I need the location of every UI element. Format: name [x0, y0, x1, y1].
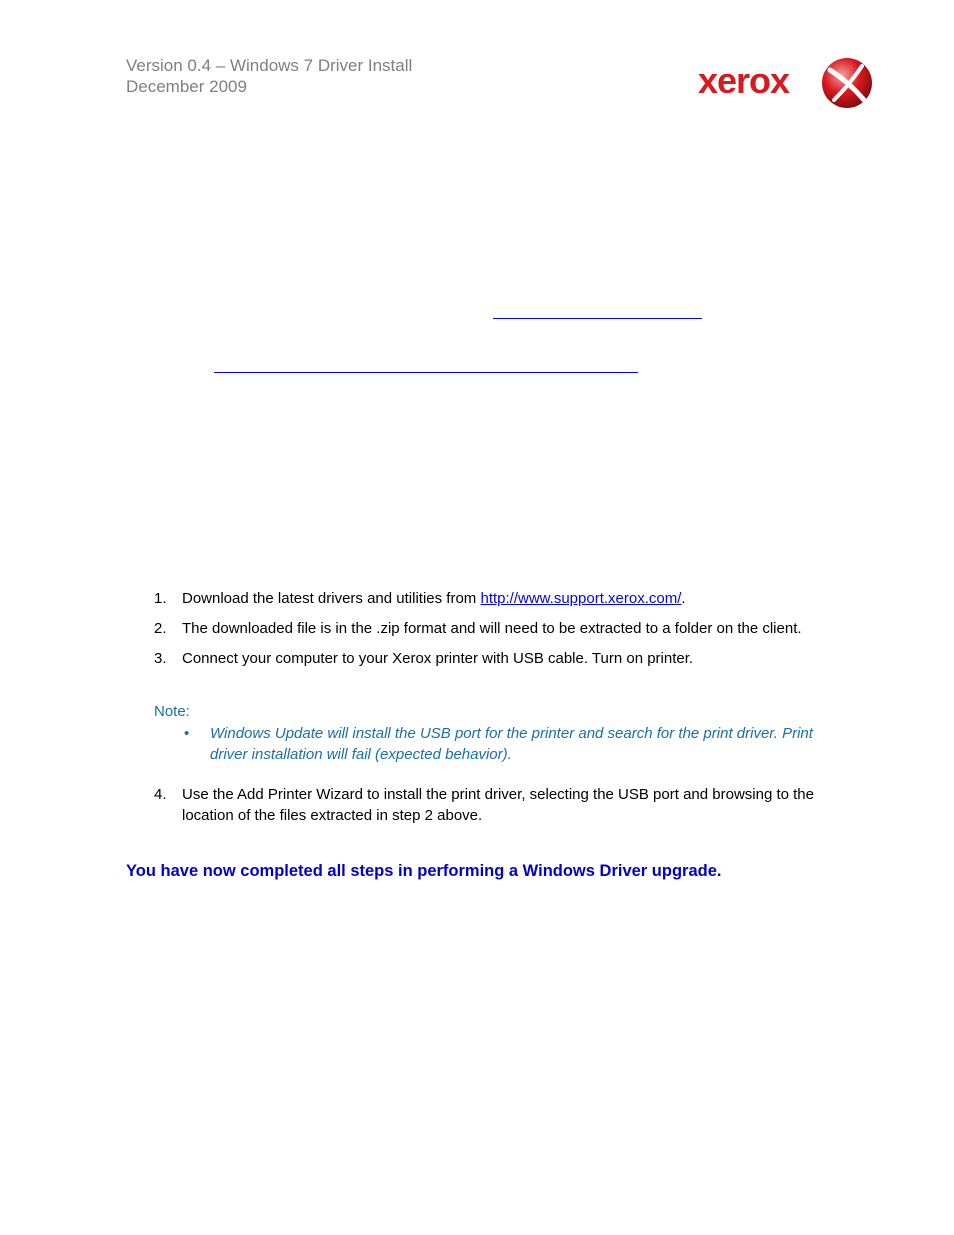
step-1: 1. Download the latest drivers and utilities from http://www.support.xerox.com/.	[154, 590, 686, 607]
step-text: Download the latest drivers and utilities from	[182, 590, 481, 607]
support-link[interactable]: http://www.support.xerox.com/	[480, 590, 682, 607]
note-bullet	[154, 723, 834, 765]
version-line: Version 0.4 – Windows 7 Driver Install	[126, 56, 413, 75]
steps-list	[126, 588, 836, 678]
xerox-logo	[698, 56, 876, 112]
document-header	[126, 55, 412, 97]
step-number: 2.	[154, 620, 167, 637]
note-label: Note:	[154, 703, 190, 720]
step-3	[126, 648, 836, 669]
step-2	[126, 618, 836, 639]
bullet-icon: •	[184, 725, 190, 742]
xerox-sphere-icon	[820, 56, 874, 110]
date-line: December 2009	[126, 77, 247, 96]
step-text: The downloaded file is in the .zip format and will need to be extracted to a folder on the client.	[182, 620, 802, 637]
step-number: 4.	[154, 786, 167, 803]
step-number: 3.	[154, 650, 167, 667]
note-block	[154, 701, 834, 765]
logo-wordmark: xerox	[698, 60, 790, 101]
note-text: Windows Update will install the USB port for the printer and search for the print driver. Print driver installation will fail (expected behavior).	[210, 725, 813, 763]
hidden-link-underline-1[interactable]	[493, 318, 702, 319]
step-4	[126, 784, 836, 826]
step-text: Connect your computer to your Xerox printer with USB cable. Turn on printer.	[182, 650, 694, 667]
step-number: 1.	[154, 590, 167, 607]
hidden-link-underline-2[interactable]	[214, 372, 638, 373]
step-4-block	[126, 784, 836, 835]
step-text: Use the Add Printer Wizard to install the print driver, selecting the USB port and browsing to the location of the files extracted in step 2 above.	[182, 786, 814, 824]
completion-message: You have now completed all steps in performing a Windows Driver upgrade.	[126, 862, 722, 880]
